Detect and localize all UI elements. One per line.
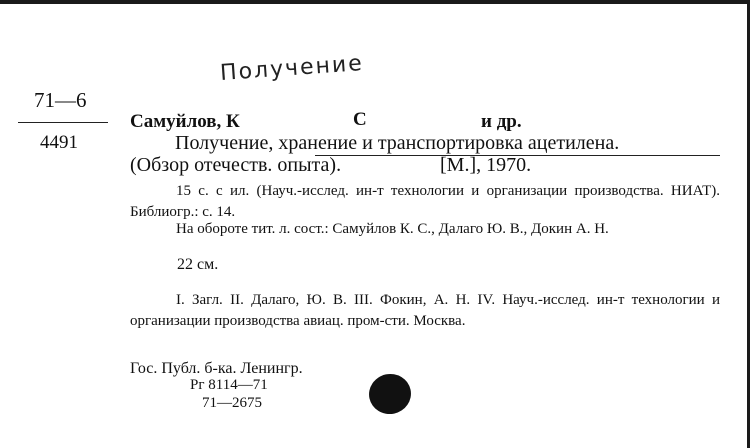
library-name: Гос. Публ. б-ка. Ленингр. [130, 360, 303, 377]
note: На обороте тит. л. сост.: Самуйлов К. С., Далаго Ю. В., Докин А. Н. [176, 221, 609, 237]
imprint: [М.], 1970. [440, 154, 532, 176]
card-number: 71—2675 [202, 395, 262, 411]
author-surname: Самуйлов, К [130, 111, 240, 132]
author-initial: С [353, 109, 367, 130]
handwritten-heading: Получение [219, 51, 365, 86]
author-suffix: и др. [481, 111, 522, 132]
collation: 15 с. с ил. (Науч.-исслед. ин-т технологии и организации производства. НИАТ). Библиогр.: с. 14. [130, 183, 720, 220]
size: 22 см. [177, 256, 219, 273]
class-code: 71—6 [34, 88, 87, 112]
title-line-1: Получение, хранение и транспортировка ацетилена. [175, 132, 620, 154]
card-top-edge [0, 0, 750, 4]
ink-blot [365, 370, 414, 418]
tracings: I. Загл. II. Далаго, Ю. В. III. Фокин, А. Н. IV. Науч.-исслед. ин-т технологии и организации производства авиац. пром-сти. Москва. [130, 292, 720, 329]
library-code: Рг 8114—71 [190, 377, 268, 393]
accession-number: 4491 [40, 132, 78, 153]
class-divider [18, 122, 108, 123]
title-line-2: (Обзор отечеств. опыта). [130, 154, 342, 176]
